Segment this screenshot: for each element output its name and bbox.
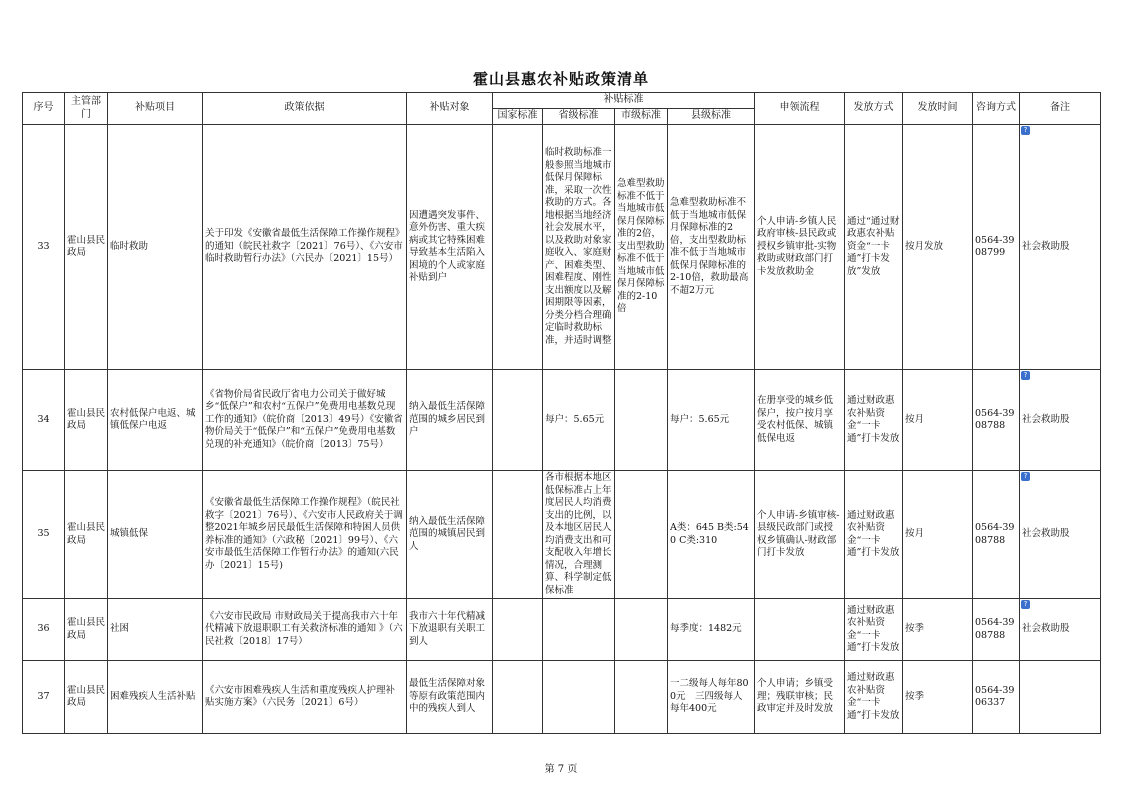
cell-time: 按季: [903, 661, 973, 734]
table-row: [23, 125, 1101, 370]
header-dept: 主管部门: [65, 93, 108, 125]
cell-contact: 0564-3908799: [973, 125, 1020, 370]
cell-remark: [1020, 599, 1101, 661]
cell-target: 我市六十年代精减下放退职有关职工到人: [407, 599, 493, 661]
cell-national: [493, 661, 543, 734]
table-row: [23, 599, 1101, 661]
header-standard: 补贴标准: [493, 93, 755, 109]
cell-target: 因遭遇突发事件、意外伤害、重大疾病或其它特殊困难导致基本生活陷入困境的个人或家庭补贴到户: [407, 125, 493, 370]
cell-city: [615, 661, 668, 734]
cell-city: [615, 471, 668, 599]
cell-basis: 《六安市民政局 市财政局关于提高我市六十年代精减下放退职职工有关救济标准的通知 》（六民社救〔2018〕17号）: [203, 599, 407, 661]
cell-national: [493, 370, 543, 471]
cell-provincial: [543, 661, 615, 734]
cell-contact: 0564-3908788: [973, 599, 1020, 661]
cell-method: 通过“通过财政惠农补贴资金“一卡通”打卡发放”发放: [845, 125, 903, 370]
cell-basis: 《安徽省最低生活保障工作操作规程》（皖民社救字〔2021〕76号）、《六安市人民政府关于调整2021年城乡居民最低生活保障和特困人员供养标准的通知》（六政秘〔2021〕99号）、《六安市最低生活保障工作暂行办法》的通知(六民办〔2021〕15号): [203, 471, 407, 599]
header-provincial: 省级标准: [543, 109, 615, 125]
cell-seq: 36: [23, 599, 65, 661]
cell-item: 城镇低保: [108, 471, 203, 599]
help-badge-icon[interactable]: ?: [1021, 600, 1030, 609]
policy-table: [22, 92, 1101, 734]
cell-time: 按月: [903, 471, 973, 599]
cell-remark: [1020, 370, 1101, 471]
cell-provincial: 临时救助标准一般参照当地城市低保月保障标准，采取一次性救助的方式。各地根据当地经济社会发展水平，以及救助对象家庭收入、家庭财产、困难类型、困难程度、刚性支出额度以及解困期限等因素，分类分档合理确定临时救助标准，并适时调整: [543, 125, 615, 370]
header-target: 补贴对象: [407, 93, 493, 125]
cell-item: 社困: [108, 599, 203, 661]
cell-national: [493, 471, 543, 599]
header-county: 县级标准: [668, 109, 755, 125]
cell-contact: 0564-3908788: [973, 370, 1020, 471]
cell-seq: 37: [23, 661, 65, 734]
cell-dept: 霍山县民政局: [65, 370, 108, 471]
cell-seq: 35: [23, 471, 65, 599]
cell-county: 每户：5.65元: [668, 370, 755, 471]
cell-county: 一二级每人每年800元 三四级每人每年400元: [668, 661, 755, 734]
cell-item: 农村低保户电返、城镇低保户电返: [108, 370, 203, 471]
cell-county: 每季度：1482元: [668, 599, 755, 661]
remark-text: 社会救助股: [1022, 623, 1070, 635]
cell-process: 个人申请；乡镇受理；残联审核；民政审定并及时发放: [755, 661, 845, 734]
cell-provincial: 各市根据本地区低保标准占上年度居民人均消费支出的比例，以及本地区居民人均消费支出和可支配收入年增长情况，合理测算、科学制定低保标准: [543, 471, 615, 599]
cell-item: 困难残疾人生活补贴: [108, 661, 203, 734]
cell-method: 通过财政惠农补贴资金“一卡通”打卡发放: [845, 599, 903, 661]
cell-time: 按月发放: [903, 125, 973, 370]
cell-dept: 霍山县民政局: [65, 471, 108, 599]
remark-text: 社会救助股: [1022, 413, 1070, 425]
page-title: 霍山县惠农补贴政策清单: [472, 70, 649, 88]
cell-provincial: [543, 599, 615, 661]
cell-remark: [1020, 661, 1101, 734]
remark-text: 社会救助股: [1022, 240, 1070, 252]
cell-basis: 《六安市困难残疾人生活和重度残疾人护理补贴实施方案》（六民务〔2021〕6号）: [203, 661, 407, 734]
cell-process: 个人申请-乡镇人民政府审核-县民政或授权乡镇审批-实物救助或财政部门打卡发放救助金: [755, 125, 845, 370]
header-process: 申领流程: [755, 93, 845, 125]
cell-seq: 33: [23, 125, 65, 370]
cell-item: 临时救助: [108, 125, 203, 370]
cell-method: 通过财政惠农补贴资金“一卡通”打卡发放: [845, 471, 903, 599]
cell-dept: 霍山县民政局: [65, 599, 108, 661]
cell-remark: [1020, 125, 1101, 370]
table-row: [23, 661, 1101, 734]
header-method: 发放方式: [845, 93, 903, 125]
cell-basis: 《省物价局省民政厅省电力公司关于做好城乡“低保户”和农村“五保户”免费用电基数兑现工作的通知》（皖价商〔2013〕49号）《安徽省物价局关于“低保户”和“五保户”免费用电基数兑现的补充通知》（皖价商〔2013〕75号）: [203, 370, 407, 471]
header-item: 补贴项目: [108, 93, 203, 125]
cell-process: 个人申请-乡镇审核-县级民政部门或授权乡镇确认-财政部门打卡发放: [755, 471, 845, 599]
header-time: 发放时间: [903, 93, 973, 125]
cell-dept: 霍山县民政局: [65, 125, 108, 370]
cell-national: [493, 599, 543, 661]
help-badge-icon[interactable]: ?: [1021, 472, 1030, 481]
header-remark: 备注: [1020, 93, 1101, 125]
cell-method: 通过财政惠农补贴资金“一卡通”打卡发放: [845, 661, 903, 734]
header-seq: 序号: [23, 93, 65, 125]
cell-contact: 0564-3906337: [973, 661, 1020, 734]
cell-basis: 关于印发《安徽省最低生活保障工作操作规程》的通知（皖民社救字〔2021〕76号）、《六安市临时救助暂行办法》（六民办〔2021〕15号）: [203, 125, 407, 370]
table-row: [23, 370, 1101, 471]
page-number: 第 7 页: [544, 764, 578, 775]
cell-process: [755, 599, 845, 661]
cell-provincial: 每户：5.65元: [543, 370, 615, 471]
cell-city: 急难型救助标准不低于当地城市低保月保障标准的2倍，支出型救助标准不低于当地城市低保月保障标准的2-10倍: [615, 125, 668, 370]
header-contact: 咨询方式: [973, 93, 1020, 125]
header-national: 国家标准: [493, 109, 543, 125]
cell-target: 纳入最低生活保障范围的城乡居民到户: [407, 370, 493, 471]
header-basis: 政策依据: [203, 93, 407, 125]
cell-national: [493, 125, 543, 370]
cell-contact: 0564-3908788: [973, 471, 1020, 599]
header-city: 市级标准: [615, 109, 668, 125]
cell-process: 在册享受的城乡低保户，按户按月享受农村低保、城镇低保电返: [755, 370, 845, 471]
cell-target: 纳入最低生活保障范围的城镇居民到人: [407, 471, 493, 599]
cell-target: 最低生活保障对象等原有政策范围内中的残疾人到人: [407, 661, 493, 734]
table-row: [23, 471, 1101, 599]
cell-county: A类：645 B类:540 C类:310: [668, 471, 755, 599]
cell-seq: 34: [23, 370, 65, 471]
cell-remark: [1020, 471, 1101, 599]
cell-county: 急难型救助标准不低于当地城市低保月保障标准的2倍，支出型救助标准不低于当地城市低保月保障标准的2-10倍，救助最高不超2万元: [668, 125, 755, 370]
cell-city: [615, 599, 668, 661]
cell-time: 按季: [903, 599, 973, 661]
remark-text: 社会救助股: [1022, 528, 1070, 540]
help-badge-icon[interactable]: ?: [1021, 126, 1030, 135]
cell-method: 通过财政惠农补贴资金“一卡通”打卡发放: [845, 370, 903, 471]
help-badge-icon[interactable]: ?: [1021, 371, 1030, 380]
cell-time: 按月: [903, 370, 973, 471]
cell-city: [615, 370, 668, 471]
cell-dept: 霍山县民政局: [65, 661, 108, 734]
